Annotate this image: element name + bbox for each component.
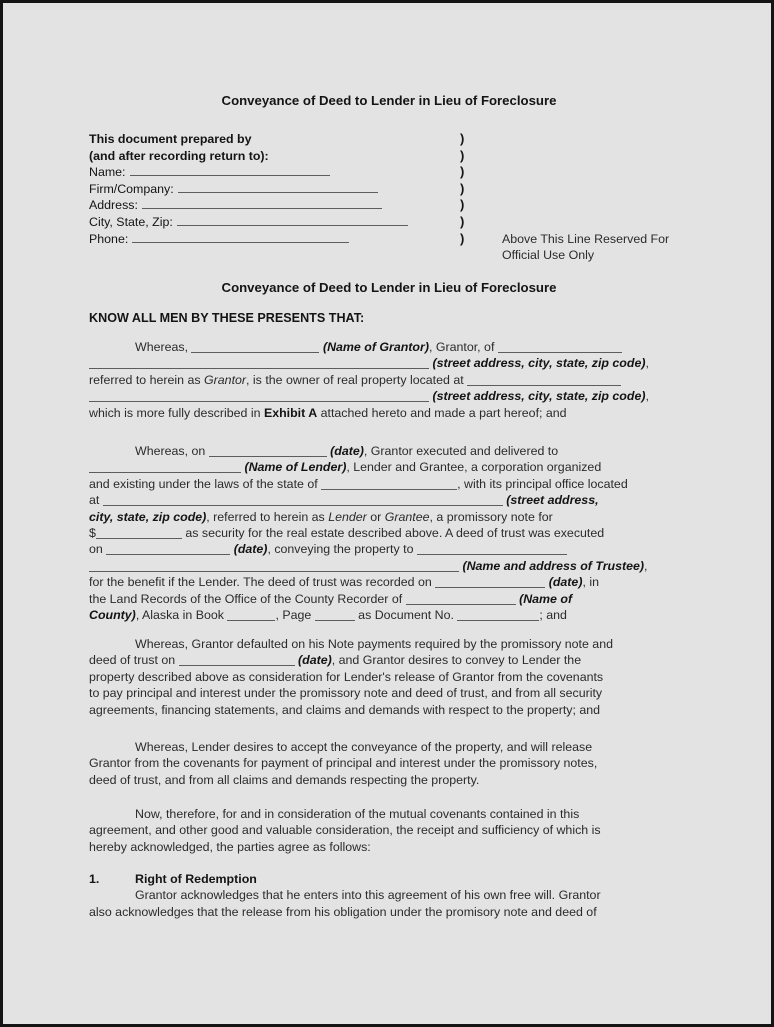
now-therefore-line-2: agreement, and other good and valuable consideration, the receipt and sufficiency of which is xyxy=(89,823,601,838)
section-1-body-l1: Grantor acknowledges that he enters into this agreement of his own free will. Grantor xyxy=(135,888,601,903)
recital-default-l2b: (date) xyxy=(298,653,332,668)
know-all-men-line: KNOW ALL MEN BY THESE PRESENTS THAT: xyxy=(89,311,365,325)
lender-name-blank[interactable] xyxy=(89,461,241,473)
recital-grantor-l4b: (street address, city, state, zip code) xyxy=(432,389,646,404)
prepared-by-block xyxy=(89,131,689,262)
recital-grantor-l4c: , xyxy=(645,389,649,404)
recital-note-l10a: the Land Records of the Office of the County Recorder of xyxy=(89,591,403,606)
recital-default-l2a: deed of trust on xyxy=(89,653,176,668)
field-row-firm-company xyxy=(89,181,689,198)
recital-grantor-line-4 xyxy=(89,388,689,404)
recital-grantor-l3a: referred to herein as xyxy=(89,372,201,387)
paren-mark-3: ) xyxy=(460,164,465,180)
address-input[interactable] xyxy=(142,197,382,209)
recital-note-l6a: $ xyxy=(89,525,96,540)
recital-note-l7c: , conveying the property to xyxy=(267,542,414,557)
county-name-blank[interactable] xyxy=(406,593,516,605)
recital-note-l2c: , Lender and Grantee, a corporation organized xyxy=(346,460,602,475)
recital-note-l8c: , xyxy=(644,558,648,573)
recital-note-l5c: Lender xyxy=(328,509,367,524)
recital-note-l1c: , Grantor executed and delivered to xyxy=(363,444,559,458)
paren-mark-4: ) xyxy=(460,180,465,196)
paren-mark-6: ) xyxy=(460,214,465,229)
recital-note-l6c: as security for the real estate described above. A deed of trust was executed xyxy=(185,525,605,540)
note-amount-blank[interactable] xyxy=(96,527,182,539)
state-of-organization-blank[interactable] xyxy=(321,478,457,490)
now-therefore-l1: Now, therefore, for and in consideration of the mutual covenants contained in this xyxy=(135,807,580,821)
recital-note-l1a: Whereas, on xyxy=(135,444,206,458)
recital-grantor-line-5 xyxy=(89,405,689,421)
recital-note-l5b: , referred to herein as xyxy=(206,509,325,524)
recital-whereas-note xyxy=(89,443,689,623)
field-label-firm-company: Firm/Company: xyxy=(89,181,174,196)
recital-default-line-2 xyxy=(89,652,689,668)
recital-note-line-4 xyxy=(89,492,689,508)
recital-grantor-line-3 xyxy=(89,372,689,388)
paren-mark-2: ) xyxy=(460,147,465,163)
paren-mark-5: ) xyxy=(460,197,465,213)
deed-of-trust-date-blank[interactable] xyxy=(106,543,230,555)
recital-note-l11d: as Document No. xyxy=(358,607,454,622)
recital-default-l1: Whereas, Grantor defaulted on his Note payments required by the promissory note and xyxy=(135,637,613,651)
phone-input[interactable] xyxy=(132,231,349,243)
recital-default-line-5: agreements, financing statements, and claims and demands with respect to the property; and xyxy=(89,702,601,717)
section-1-heading xyxy=(89,871,689,887)
recital-grantor-l5c: attached hereto and made a part hereof; and xyxy=(320,405,567,420)
field-label-city-state-zip: City, State, Zip: xyxy=(89,214,173,229)
page-title: Conveyance of Deed to Lender in Lieu of Foreclosure xyxy=(221,93,557,108)
field-label-address: Address: xyxy=(89,198,138,213)
recital-grantor-l1b: (Name of Grantor) xyxy=(322,340,429,354)
section-1-title: Right of Redemption xyxy=(135,872,257,886)
city-state-zip-input[interactable] xyxy=(177,214,408,226)
prepared-by-heading-line-1 xyxy=(89,131,689,148)
recital-note-line-2 xyxy=(89,459,689,475)
now-therefore-line-3: hereby acknowledged, the parties agree as follows: xyxy=(89,839,371,854)
reserved-for-official-use-note xyxy=(502,231,702,263)
section-1-body-line-2: also acknowledges that the release from his obligation under the promisory note and deed of xyxy=(89,904,597,919)
recital-accept-line-1 xyxy=(89,739,689,755)
note-date-blank[interactable] xyxy=(209,445,327,457)
recital-note-l7b: (date) xyxy=(233,542,268,557)
recital-accept-l1: Whereas, Lender desires to accept the conveyance of the property, and will release xyxy=(135,740,593,754)
recital-note-l3c: , with its principal office located xyxy=(457,476,628,491)
recital-note-line-11 xyxy=(89,607,689,623)
recital-note-l5d: or xyxy=(370,509,382,524)
now-therefore-paragraph xyxy=(89,806,689,855)
recital-default-line-4: to pay principal and interest under the promissory note and deed of trust, and from all security xyxy=(89,686,603,701)
now-therefore-line-1 xyxy=(89,806,689,822)
document-heading-repeat: Conveyance of Deed to Lender in Lieu of Foreclosure xyxy=(221,280,557,295)
recital-note-l4b: (street address, xyxy=(506,493,599,508)
recital-accept-line-3: deed of trust, and from all claims and demands respecting the property. xyxy=(89,772,480,787)
trustee-blank-2[interactable] xyxy=(89,560,459,572)
exhibit-a-reference: Exhibit A xyxy=(263,405,318,420)
recital-whereas-accept xyxy=(89,739,689,788)
recital-note-l5a: city, state, zip code) xyxy=(89,509,207,524)
document-number-blank[interactable] xyxy=(457,609,539,621)
recital-default-line-3: property described above as consideration for Lender's release of Grantor from the covenants xyxy=(89,669,604,684)
recital-default-l2c: , and Grantor desires to convey to Lender the xyxy=(331,653,582,668)
reserved-note-line-1: Above This Line Reserved For xyxy=(502,232,670,246)
firm-company-input[interactable] xyxy=(178,181,378,193)
grantor-name-blank[interactable] xyxy=(191,341,319,353)
recital-whereas-default xyxy=(89,636,689,718)
recital-note-l11c: , Page xyxy=(275,607,312,622)
recital-grantor-l1c: , Grantor, of xyxy=(428,340,495,354)
recital-grantor-l1a: Whereas, xyxy=(135,340,189,354)
property-address-blank-1[interactable] xyxy=(467,374,621,386)
recital-note-line-1 xyxy=(89,443,689,459)
recital-note-line-9 xyxy=(89,574,689,590)
recital-note-l10b: (Name of xyxy=(519,591,573,606)
recital-whereas-grantor xyxy=(89,339,689,421)
prepared-by-heading-1-text: This document prepared by xyxy=(89,132,252,146)
recital-note-line-5 xyxy=(89,509,689,525)
recital-grantor-l2c: , xyxy=(645,356,649,371)
recital-note-l9b: (date) xyxy=(548,575,583,590)
field-label-phone: Phone: xyxy=(89,231,129,246)
recital-note-line-6 xyxy=(89,525,689,541)
property-address-blank-2[interactable] xyxy=(89,390,429,402)
recital-note-l8b: (Name and address of Trustee) xyxy=(462,558,645,573)
recital-note-line-3 xyxy=(89,476,689,492)
trustee-blank-1[interactable] xyxy=(417,543,567,555)
recital-note-l4a: at xyxy=(89,493,100,508)
recital-note-l9c: , in xyxy=(582,575,599,590)
paren-mark-7: ) xyxy=(460,230,465,246)
recital-grantor-l3b: Grantor xyxy=(204,372,247,387)
recital-note-line-7 xyxy=(89,541,689,557)
lender-office-address-blank[interactable] xyxy=(103,494,503,506)
field-row-city-state-zip xyxy=(89,214,689,231)
recital-accept-line-2: Grantor from the covenants for payment of principal and interest under the promissory notes, xyxy=(89,756,598,771)
recital-grantor-l3c: , is the owner of real property located at xyxy=(246,372,464,387)
recital-note-l1b: (date) xyxy=(330,444,364,458)
recital-grantor-l2b: (street address, city, state, zip code) xyxy=(432,356,646,371)
field-row-name xyxy=(89,164,689,181)
recital-note-l2b: (Name of Lender) xyxy=(244,460,347,475)
recital-note-l11e: ; and xyxy=(539,607,567,622)
book-number-blank[interactable] xyxy=(227,609,275,621)
recital-note-l3a: and existing under the laws of the state of xyxy=(89,476,318,491)
recording-date-blank[interactable] xyxy=(435,576,545,588)
recital-note-l7a: on xyxy=(89,542,103,557)
paren-mark-1: ) xyxy=(460,131,465,146)
reserved-note-line-2: Official Use Only xyxy=(502,248,595,262)
page-number-blank[interactable] xyxy=(315,609,355,621)
grantor-address-blank-2[interactable] xyxy=(89,357,429,369)
name-input[interactable] xyxy=(130,164,330,176)
field-label-name: Name: xyxy=(89,165,126,180)
default-date-blank[interactable] xyxy=(179,654,295,666)
recital-grantor-l5a: which is more fully described in xyxy=(89,405,261,420)
prepared-by-heading-2-text: (and after recording return to): xyxy=(89,148,269,163)
section-1-body-line-1 xyxy=(89,887,689,903)
recital-note-l5e: Grantee xyxy=(384,509,430,524)
recital-default-line-1 xyxy=(89,636,689,652)
section-1-number: 1. xyxy=(89,872,100,886)
recital-note-l5f: , a promissory note for xyxy=(429,509,553,524)
section-right-of-redemption xyxy=(89,871,689,920)
recital-note-line-8 xyxy=(89,558,689,574)
recital-note-l11b: , Alaska in Book xyxy=(135,607,224,622)
recital-grantor-line-1 xyxy=(89,339,689,355)
recital-note-l9a: for the benefit if the Lender. The deed of trust was recorded on xyxy=(89,575,432,590)
recital-note-line-10 xyxy=(89,591,689,607)
recital-note-l11a: County) xyxy=(89,607,136,622)
grantor-address-blank-1[interactable] xyxy=(498,341,622,353)
recital-grantor-line-2 xyxy=(89,355,689,371)
prepared-by-heading-line-2 xyxy=(89,148,689,165)
field-row-address xyxy=(89,197,689,214)
